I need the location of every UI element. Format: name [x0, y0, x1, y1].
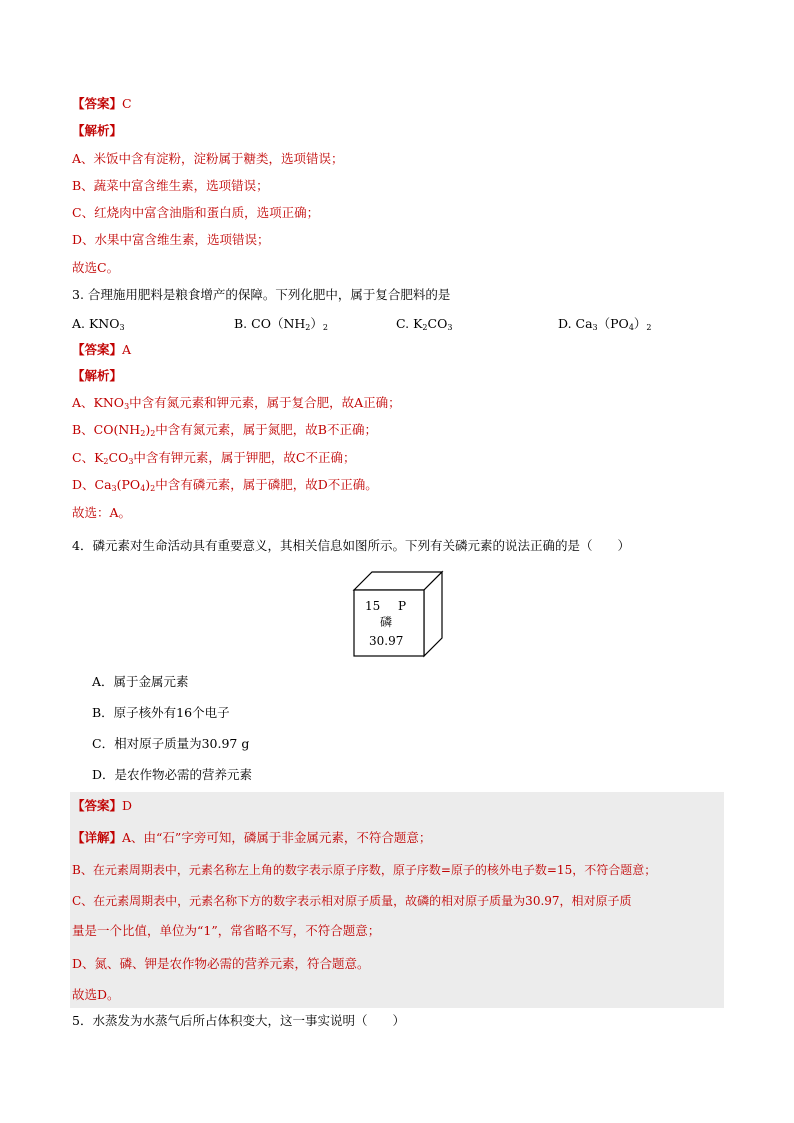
element-atomic-number: 15: [365, 599, 381, 613]
q3-stem: 3. 合理施用肥料是粮食增产的保障。下列化肥中，属于复合肥料的是: [72, 287, 451, 302]
q2-answer-tag: 【答案】: [72, 96, 123, 111]
q4-detail-line-b: B、在元素周期表中，元素名称左上角的数字表示原子序数，原子序数=原子的核外电子数=15，不符合题意；: [72, 863, 657, 877]
q3-analysis-line-c: C、$K_2CO_3$中含有钾元素，属于钾肥，故C不正确；: [72, 450, 356, 466]
q2-analysis-line-c: C、红烧肉中富含油脂和蛋白质，选项正确；: [72, 205, 320, 220]
q2-analysis-tag: 【解析】: [72, 123, 123, 138]
q4-option-d: D．是农作物必需的营养元素: [92, 767, 253, 782]
q2-analysis-line-a: A、米饭中含有淀粉，淀粉属于糖类，选项错误；: [72, 151, 344, 166]
q2-answer-value: C: [122, 96, 132, 111]
q4-conclusion: 故选D。: [72, 987, 120, 1002]
q4-detail-line-c: C、在元素周期表中，元素名称下方的数字表示相对原子质量，故磷的相对原子质量为30.97，相对原子质: [72, 894, 632, 908]
q3-analysis-line-d: D、$Ca_3(PO_4)_2$中含有磷元素，属于磷肥，故D不正确。: [72, 477, 378, 493]
q2-conclusion: 故选C。: [72, 260, 120, 275]
q3-conclusion: 故选：A。: [72, 505, 132, 520]
element-atomic-mass: 30.97: [369, 634, 404, 648]
q4-option-b: B．原子核外有16个电子: [92, 705, 230, 720]
q4-option-a: A．属于金属元素: [92, 674, 189, 689]
q2-answer: [72, 95, 132, 113]
q4-stem: 4．磷元素对生命活动具有重要意义，其相关信息如图所示。下列有关磷元素的说法正确的是（ ）: [72, 538, 630, 553]
q4-detail-line-a: 【详解】A、由“石”字旁可知，磷属于非金属元素，不符合题意；: [72, 830, 432, 845]
element-name: 磷: [380, 615, 393, 629]
q3-analysis-line-b: B、$CO(NH_2)_2$中含有氮元素，属于氮肥，故B不正确；: [72, 422, 377, 438]
q3-answer: 【答案】A: [72, 342, 132, 357]
q5-stem: 5．水蒸发为水蒸气后所占体积变大，这一事实说明（ ）: [72, 1013, 405, 1028]
element-symbol: P: [398, 599, 407, 613]
q4-answer: 【答案】D: [72, 798, 133, 813]
q3-option-a: A. $KNO_3$: [72, 316, 125, 332]
q3-option-c: C. $K_2CO_3$: [396, 316, 453, 332]
q2-analysis-line-b: B、蔬菜中富含维生素，选项错误；: [72, 178, 269, 193]
q4-detail-line-d: D、氮、磷、钾是农作物必需的营养元素，符合题意。: [72, 956, 370, 971]
q2-analysis-line-d: D、水果中富含维生素，选项错误；: [72, 232, 270, 247]
q3-analysis-line-a: A、$KNO_3$中含有氮元素和钾元素，属于复合肥，故A正确；: [72, 395, 401, 411]
q3-analysis-tag: 【解析】: [72, 368, 123, 383]
q4-option-c: C．相对原子质量为30.97 g: [92, 736, 250, 751]
element-cube-figure: [352, 570, 444, 658]
q4-detail-line-c-cont: 量是一个比值，单位为“1”，常省略不写，不符合题意；: [72, 923, 381, 938]
q3-option-d: D. $Ca_3(PO_4)_2$: [558, 316, 652, 332]
q3-option-b: B. $CO(NH_2)_2$: [234, 316, 328, 332]
